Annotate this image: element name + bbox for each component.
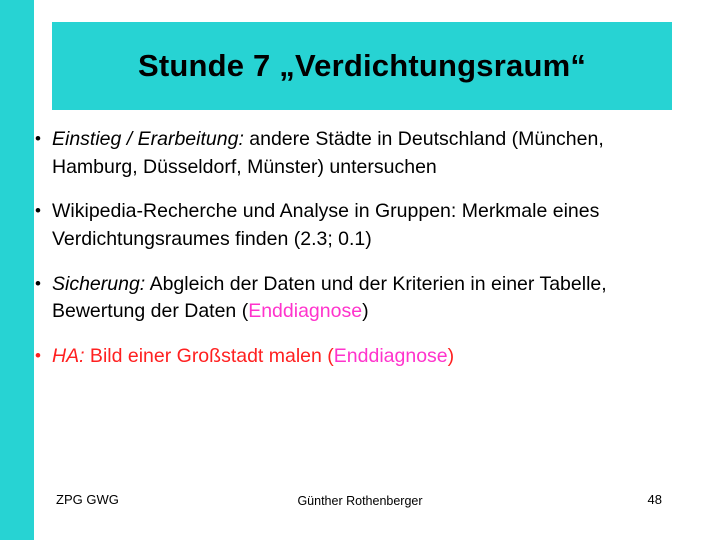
list-item — [34, 343, 694, 371]
bullet-tail: ) — [362, 300, 369, 323]
bullet-lead: Sicherung: — [52, 272, 146, 295]
footer-author: Günther Rothenberger — [297, 494, 423, 508]
title-banner — [52, 22, 672, 110]
footer-left-text: ZPG GWG — [56, 492, 119, 507]
list-item — [34, 271, 694, 326]
slide-number: 48 — [647, 492, 662, 507]
bullet-highlight: Enddiagnose — [248, 300, 363, 323]
list-item — [34, 126, 694, 181]
bullet-list — [34, 126, 694, 388]
bullet-text: Wikipedia-Recherche und Analyse in Gruppen: Merkmale eines Verdichtungsraumes finden (2.3; 0.1) — [52, 200, 600, 251]
bullet-highlight: Enddiagnose — [333, 345, 448, 368]
bullet-lead: HA: — [52, 345, 85, 368]
left-accent-bar — [0, 0, 34, 540]
bullet-lead: Einstieg / Erarbeitung: — [52, 128, 244, 150]
bullet-text: Bild einer Großstadt malen ( — [84, 345, 334, 368]
list-item — [34, 198, 694, 253]
bullet-tail: ) — [447, 345, 455, 368]
bullet-text: andere Städte in Deutschland (München, Hamburg, Düsseldorf, Münster) untersuchen — [52, 128, 604, 178]
bullet-text: Abgleich der Daten und der Kriterien in einer Tabelle, Bewertung der Daten ( — [52, 272, 607, 323]
slide-footer — [0, 492, 720, 516]
page-title: Stunde 7 „Verdichtungsraum“ — [137, 48, 587, 83]
